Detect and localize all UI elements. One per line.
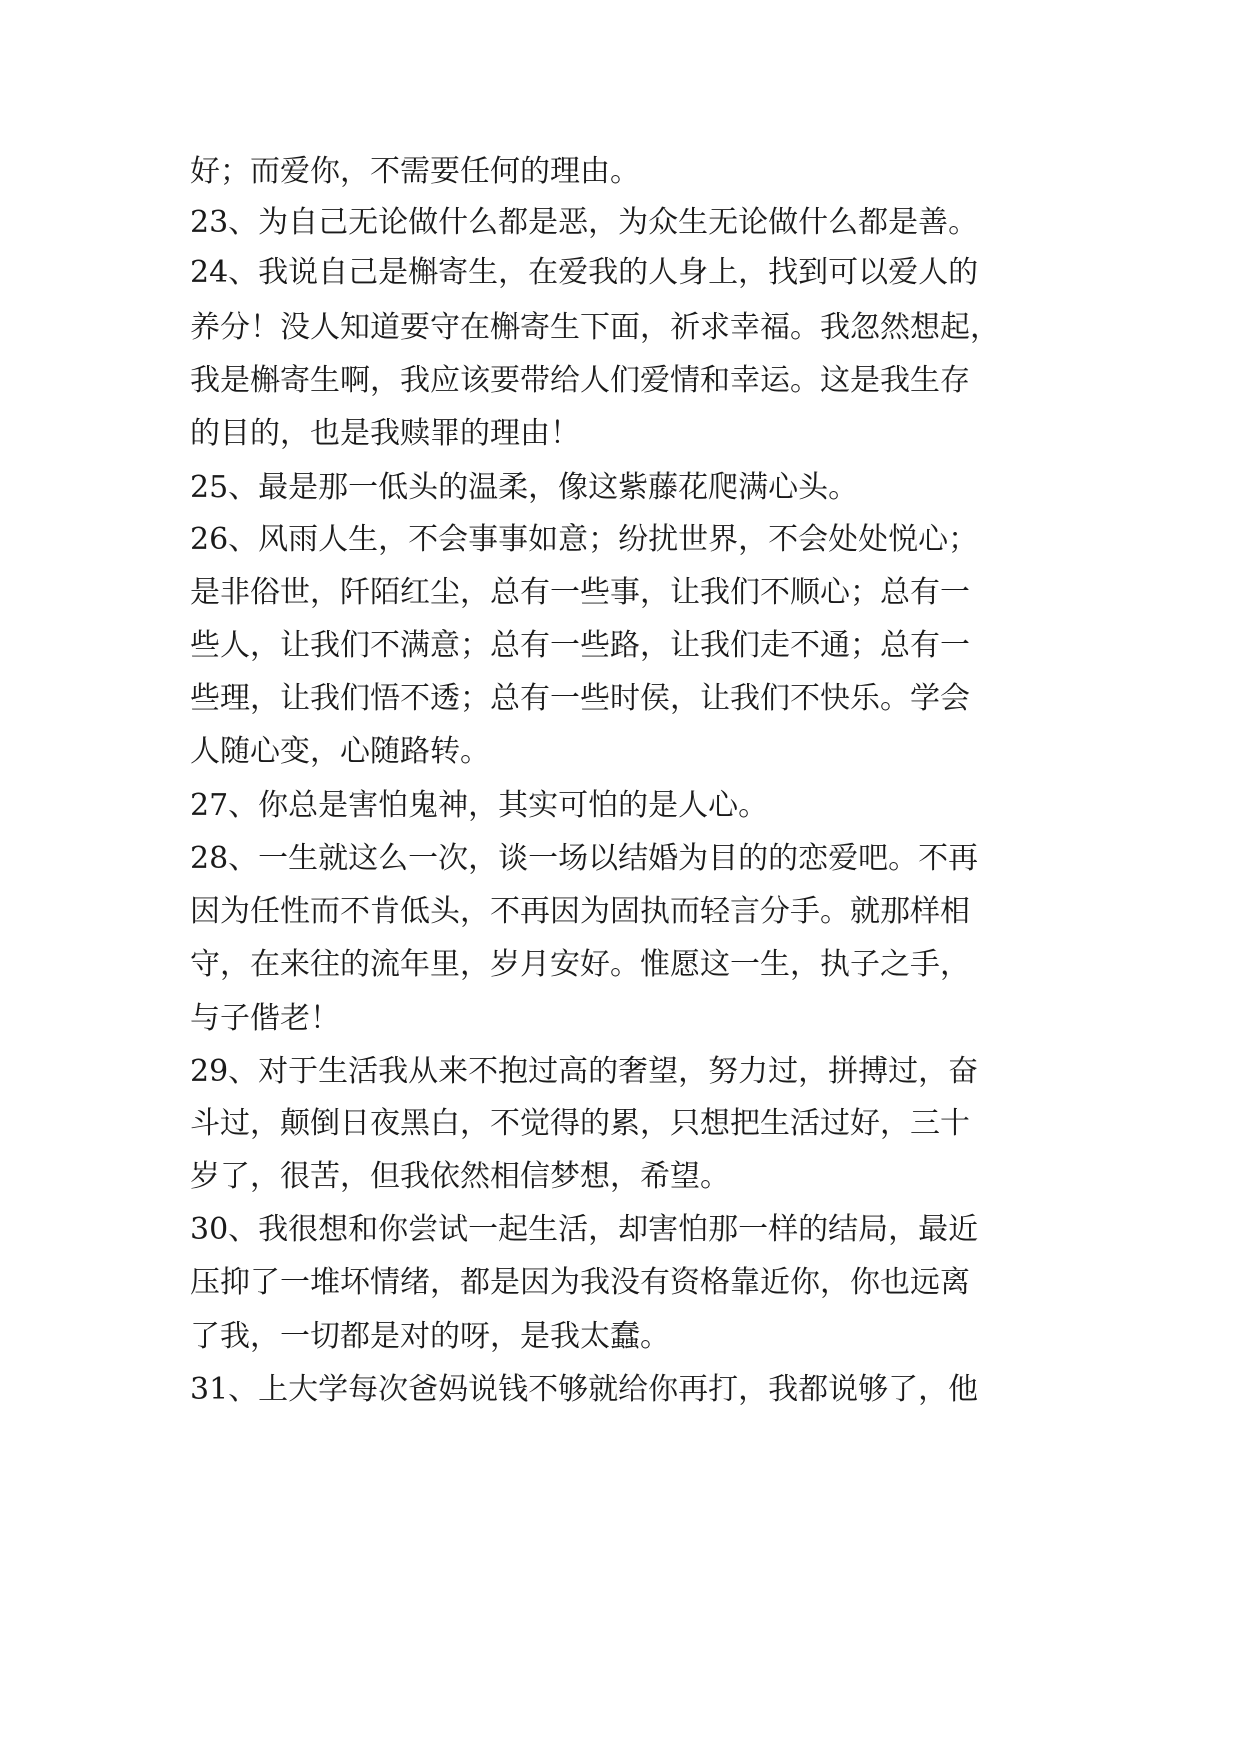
text-line: 是非俗世，阡陌红尘，总有一些事，让我们不顺心；总有一 bbox=[190, 575, 970, 610]
text-line: 压抑了一堆坏情绪，都是因为我没有资格靠近你，你也远离 bbox=[190, 1265, 970, 1300]
text-line: 28、一生就这么一次，谈一场以结婚为目的的恋爱吧。不再 bbox=[190, 841, 979, 876]
text-line: 养分！没人知道要守在槲寄生下面，祈求幸福。我忽然想起， bbox=[190, 310, 1000, 345]
text-line: 31、上大学每次爸妈说钱不够就给你再打，我都说够了，他 bbox=[190, 1372, 979, 1407]
text-line: 30、我很想和你尝试一起生活，却害怕那一样的结局，最近 bbox=[190, 1212, 979, 1247]
text-line: 因为任性而不肯低头，不再因为固执而轻言分手。就那样相 bbox=[190, 894, 970, 929]
text-line: 人随心变，心随路转。 bbox=[190, 734, 490, 769]
text-line: 岁了，很苦，但我依然相信梦想，希望。 bbox=[190, 1159, 730, 1194]
text-line: 守，在来往的流年里，岁月安好。惟愿这一生，执子之手， bbox=[190, 947, 970, 982]
text-line: 23、为自己无论做什么都是恶，为众生无论做什么都是善。 bbox=[190, 205, 979, 240]
text-line: 些理，让我们悟不透；总有一些时侯，让我们不快乐。学会 bbox=[190, 681, 970, 716]
text-line: 的目的，也是我赎罪的理由！ bbox=[190, 416, 580, 451]
text-line: 26、风雨人生，不会事事如意；纷扰世界，不会处处悦心； bbox=[190, 522, 979, 557]
text-line: 了我，一切都是对的呀，是我太蠢。 bbox=[190, 1319, 670, 1354]
text-line: 些人，让我们不满意；总有一些路，让我们走不通；总有一 bbox=[190, 628, 970, 663]
text-line: 27、你总是害怕鬼神，其实可怕的是人心。 bbox=[190, 788, 769, 823]
text-line: 24、我说自己是槲寄生，在爱我的人身上，找到可以爱人的 bbox=[190, 255, 979, 290]
text-line: 与子偕老！ bbox=[190, 1001, 340, 1036]
text-line: 斗过，颠倒日夜黑白，不觉得的累，只想把生活过好，三十 bbox=[190, 1106, 970, 1141]
text-line: 好；而爱你，不需要任何的理由。 bbox=[190, 154, 640, 189]
text-line: 25、最是那一低头的温柔，像这紫藤花爬满心头。 bbox=[190, 470, 859, 505]
text-line: 29、对于生活我从来不抱过高的奢望，努力过，拼搏过，奋 bbox=[190, 1054, 979, 1089]
text-line: 我是槲寄生啊，我应该要带给人们爱情和幸运。这是我生存 bbox=[190, 363, 970, 398]
